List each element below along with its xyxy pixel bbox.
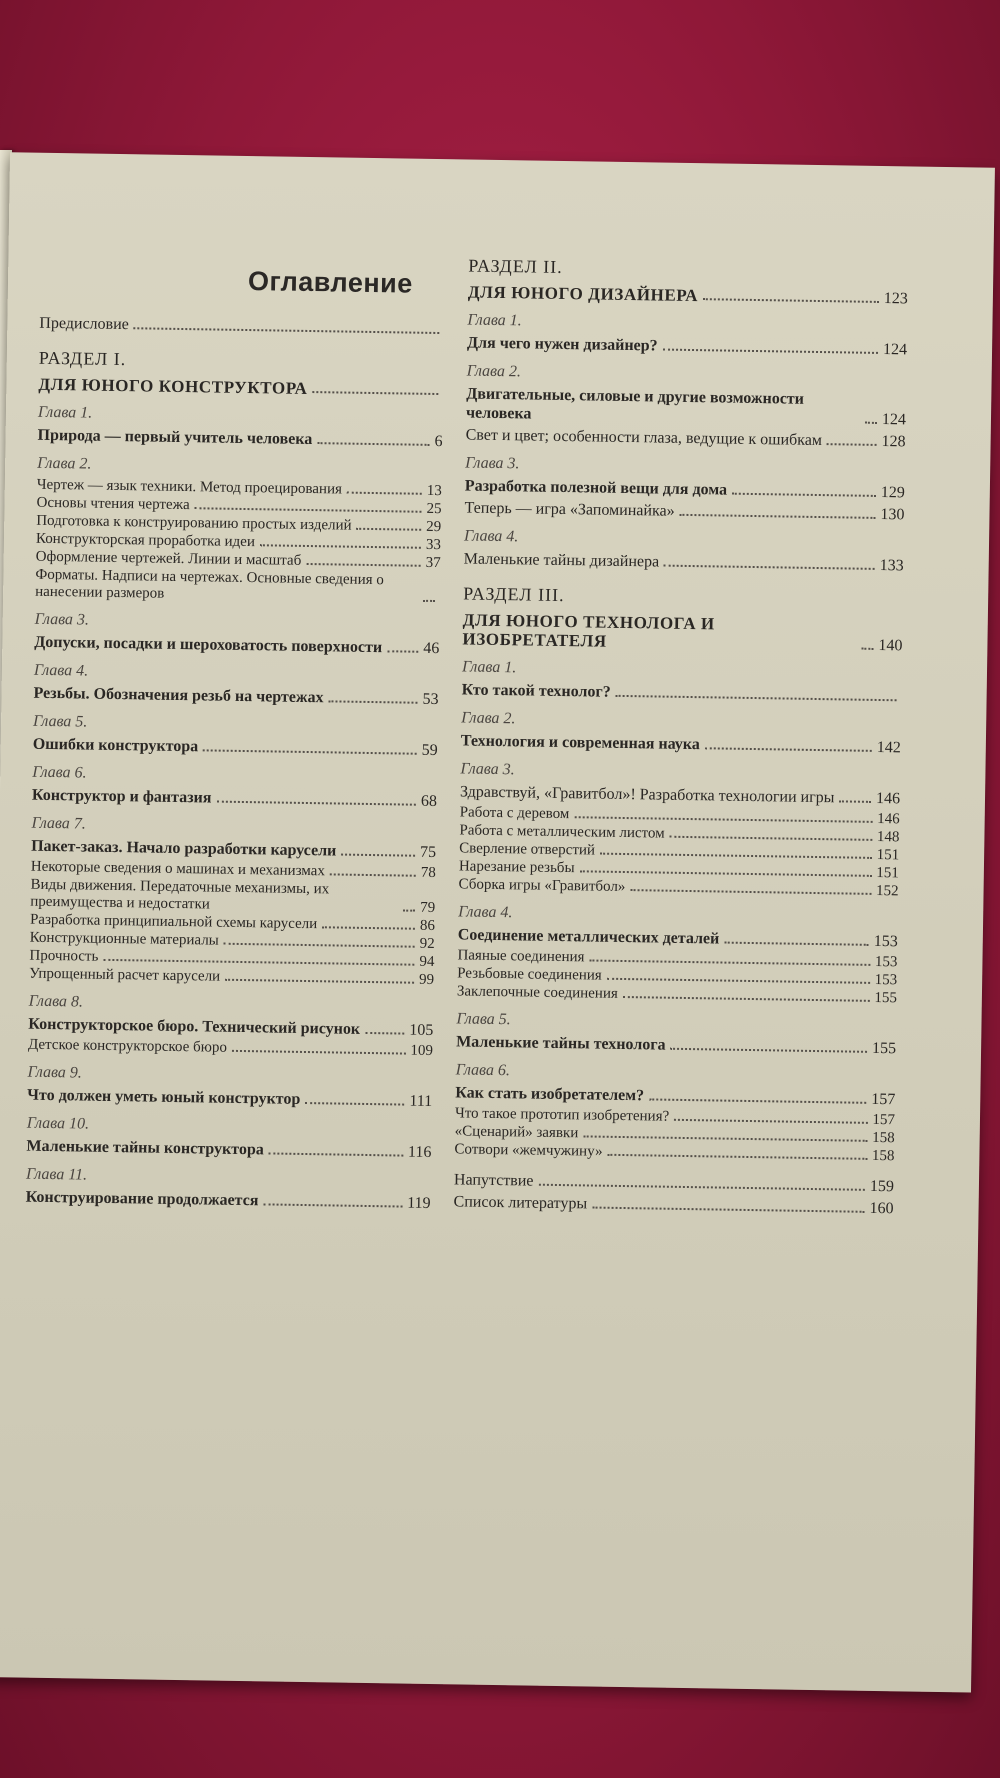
toc-entry[interactable]: Ошибки конструктора 59: [32, 735, 438, 760]
toc-entry[interactable]: Работа с деревом 146: [459, 804, 900, 828]
chapter-label: Глава 5.: [456, 1010, 511, 1029]
chapter-label: Глава 10.: [26, 1114, 90, 1133]
chapter-label: Глава 1.: [37, 403, 93, 422]
chapter-label: Глава 3.: [465, 454, 520, 473]
toc-entry[interactable]: Теперь — игра «Запоминайка» 130: [464, 499, 905, 524]
chapter-label: Глава 6.: [455, 1061, 511, 1080]
right-column: [453, 251, 908, 1221]
toc-entry[interactable]: Природа — первый учитель человека 6: [37, 426, 443, 451]
chapter-label: Глава 4.: [458, 903, 513, 922]
chapter-label: Глава 4.: [33, 661, 89, 680]
toc-entry[interactable]: Пакет-заказ. Начало разработки карусели 75: [31, 837, 437, 862]
toc-entry[interactable]: Маленькие тайны дизайнера 133: [463, 550, 904, 575]
toc-entry[interactable]: Что такое прототип изобретения? 157: [454, 1105, 896, 1129]
toc-entry[interactable]: Маленькие тайны конструктора 116: [26, 1137, 432, 1162]
toc-entry[interactable]: Здравствуй, «Гравитбол»! Разработка технологии игры 146: [459, 783, 901, 808]
toc-entry[interactable]: Чертеж — язык техники. Метод проецирования 13: [36, 476, 442, 500]
toc-entry[interactable]: Что должен уметь юный конструктор 111: [27, 1086, 433, 1111]
toc-entry[interactable]: Упрощенный расчет карусели 99: [29, 965, 435, 989]
toc-entry[interactable]: Виды движения. Передаточные механизмы, их преимущества и недостатки 79: [30, 876, 436, 917]
toc-entry[interactable]: Двигательные, силовые и другие возможности человека 124: [465, 385, 907, 429]
toc-entry[interactable]: Технология и современная наука 142: [460, 732, 901, 757]
toc-entry[interactable]: Сотвори «жемчужину» 158: [454, 1141, 895, 1165]
chapter-label: Глава 6.: [32, 763, 87, 782]
toc-entry[interactable]: Нарезание резьбы 151: [458, 858, 899, 882]
toc-entry[interactable]: Прочность 94: [29, 947, 435, 971]
toc-entry[interactable]: Резьбовые соединения 153: [457, 965, 898, 989]
toc-entry[interactable]: Конструктор и фантазия 68: [31, 786, 438, 811]
toc-entry[interactable]: Разработка принципиальной схемы карусели 86: [29, 911, 436, 935]
toc-entry[interactable]: Сборка игры «Гравитбол» 152: [458, 876, 899, 900]
left-column: [25, 311, 444, 1216]
chapter-label: Глава 11.: [25, 1165, 88, 1184]
section-label: РАЗДЕЛ III.: [463, 583, 565, 606]
chapter-label: Глава 1.: [467, 311, 522, 330]
page-title: Оглавление: [247, 266, 414, 299]
toc-entry[interactable]: Заклепочные соединения 155: [456, 983, 898, 1007]
toc-entry[interactable]: Форматы. Надписи на чертежах. Основные сведения о нанесении размеров: [35, 567, 440, 607]
toc-entry[interactable]: Паяные соединения 153: [457, 947, 898, 971]
toc-entry[interactable]: Соединение металлических деталей 153: [457, 926, 898, 951]
chapter-label: Глава 5.: [32, 712, 88, 731]
section-title[interactable]: ДЛЯ ЮНОГО ТЕХНОЛОГА И ИЗОБРЕТАТЕЛЯ 140: [462, 610, 903, 655]
chapter-label: Глава 2.: [466, 362, 522, 381]
toc-entry-afterword[interactable]: Напутствие 159: [453, 1171, 895, 1196]
toc-entry[interactable]: Разработка полезной вещи для дома 129: [464, 477, 905, 502]
toc-entry-references[interactable]: Список литературы 160: [453, 1193, 894, 1218]
toc-entry-preface[interactable]: Предисловие: [39, 314, 444, 339]
toc-entry[interactable]: Резьбы. Обозначения резьб на чертежах 53: [33, 684, 439, 709]
chapter-label: Глава 2.: [37, 454, 92, 473]
toc-entry[interactable]: «Сценарий» заявки 158: [454, 1123, 895, 1147]
toc-entry[interactable]: Работа с металлическим листом 148: [459, 822, 900, 846]
toc-entry[interactable]: Конструкционные материалы 92: [29, 929, 435, 953]
toc-entry[interactable]: Некоторые сведения о машинах и механизмах 78: [30, 858, 436, 882]
chapter-label: Глава 3.: [34, 610, 90, 629]
toc-entry[interactable]: Конструкторское бюро. Технический рисунок 105: [28, 1015, 434, 1040]
toc-entry[interactable]: Сверление отверстий 151: [459, 840, 900, 864]
toc-entry[interactable]: Допуски, посадки и шероховатость поверхности 46: [34, 633, 440, 658]
section-title[interactable]: ДЛЯ ЮНОГО ДИЗАЙНЕРА 123: [467, 282, 909, 308]
toc-page: [0, 152, 995, 1692]
chapter-label: Глава 3.: [460, 760, 515, 779]
toc-entry[interactable]: Конструкторская проработка идеи 33: [35, 530, 442, 554]
toc-entry[interactable]: Оформление чертежей. Линии и масштаб 37: [35, 548, 441, 572]
chapter-label: Глава 4.: [463, 527, 519, 546]
toc-entry[interactable]: Основы чтения чертежа 25: [36, 494, 442, 518]
section-title[interactable]: ДЛЯ ЮНОГО КОНСТРУКТОРА: [38, 375, 443, 400]
chapter-label: Глава 1.: [461, 658, 517, 677]
chapter-label: Глава 9.: [27, 1063, 83, 1082]
section-label: РАЗДЕЛ II.: [468, 255, 563, 277]
toc-entry[interactable]: Как стать изобретателем? 157: [455, 1084, 896, 1109]
section-label: РАЗДЕЛ I.: [38, 347, 127, 370]
toc-entry[interactable]: Свет и цвет; особенности глаза, ведущие к ошибкам 128: [465, 426, 906, 451]
toc-entry[interactable]: Маленькие тайны технолога 155: [456, 1033, 897, 1058]
chapter-label: Глава 8.: [28, 992, 84, 1011]
toc-entry[interactable]: Кто такой технолог?: [462, 680, 902, 706]
chapter-label: Глава 7.: [31, 814, 86, 833]
toc-entry[interactable]: Конструирование продолжается 119: [25, 1188, 431, 1212]
chapter-label: Глава 2.: [461, 709, 516, 728]
toc-entry[interactable]: Подготовка к конструированию простых изделий 29: [36, 512, 442, 536]
toc-entry[interactable]: Детское конструкторское бюро 109: [27, 1036, 434, 1060]
toc-entry[interactable]: Для чего нужен дизайнер? 124: [466, 334, 908, 359]
